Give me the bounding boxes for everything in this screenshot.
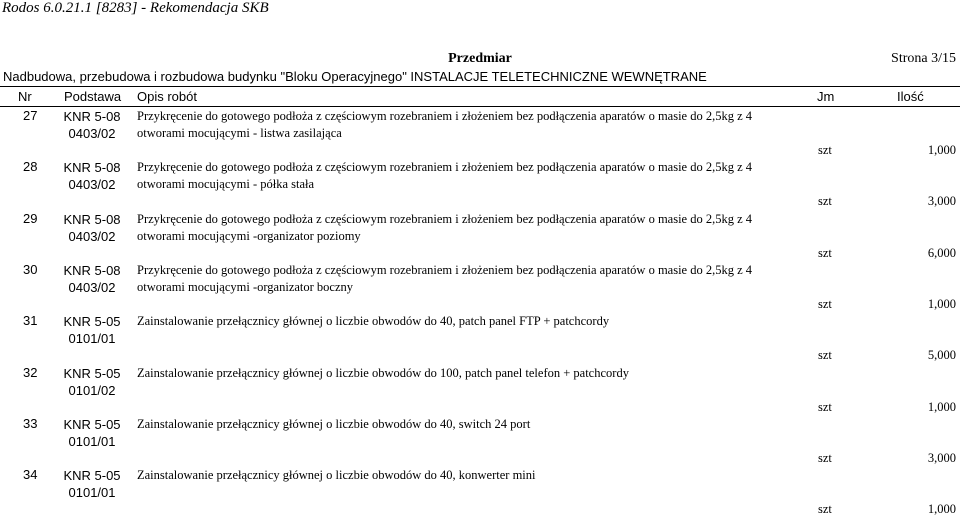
row-unit: szt — [818, 143, 832, 157]
row-unit: szt — [818, 451, 832, 465]
table-row — [0, 108, 960, 160]
column-header-quantity: Ilość — [897, 89, 924, 104]
column-header-unit: Jm — [817, 89, 835, 104]
row-basis-subcode: 0403/02 — [68, 177, 116, 192]
row-basis-code: KNR 5-05 — [63, 468, 121, 483]
column-header-nr: Nr — [18, 89, 32, 104]
row-quantity: 1,000 — [927, 502, 956, 516]
table-row — [0, 365, 960, 417]
row-unit: szt — [818, 348, 832, 362]
row-quantity: 6,000 — [927, 246, 956, 260]
row-unit: szt — [818, 502, 832, 516]
row-description: Przykręcenie do gotowego podłoża z częściowym rozebraniem i złożeniem bez podłączenia aparatów o masie do 2,5kg z 4 otworami mocującymi - półka stała — [137, 160, 753, 191]
row-quantity: 5,000 — [927, 348, 956, 362]
table-row — [0, 313, 960, 365]
row-basis-subcode: 0403/02 — [68, 126, 116, 141]
table-row — [0, 416, 960, 468]
page-number: Strona 3/15 — [891, 51, 956, 66]
row-unit: szt — [818, 246, 832, 260]
table-row — [0, 159, 960, 211]
row-number: 32 — [23, 365, 38, 380]
column-header-basis: Podstawa — [64, 89, 122, 104]
row-unit: szt — [818, 400, 832, 414]
row-quantity: 3,000 — [927, 451, 956, 465]
row-basis-subcode: 0403/02 — [68, 229, 116, 244]
row-description: Zainstalowanie przełącznicy głównej o liczbie obwodów do 40, switch 24 port — [137, 417, 531, 431]
header-top-rule — [0, 86, 960, 87]
table-row — [0, 211, 960, 263]
row-basis-code: KNR 5-08 — [63, 212, 121, 227]
column-header-description: Opis robót — [137, 89, 197, 104]
row-number: 28 — [23, 159, 38, 174]
row-basis-code: KNR 5-05 — [63, 366, 121, 381]
window-title: Rodos 6.0.21.1 [8283] - Rekomendacja SKB — [2, 0, 269, 16]
row-basis-subcode: 0101/01 — [68, 331, 116, 346]
row-description: Zainstalowanie przełącznicy głównej o liczbie obwodów do 40, patch panel FTP + patchcordy — [137, 314, 610, 328]
row-unit: szt — [818, 297, 832, 311]
row-basis-subcode: 0101/01 — [68, 434, 116, 449]
row-description: Zainstalowanie przełącznicy głównej o liczbie obwodów do 100, patch panel telefon + patchcordy — [137, 366, 629, 380]
row-number: 31 — [23, 313, 38, 328]
row-basis-code: KNR 5-08 — [63, 160, 121, 175]
row-number: 34 — [23, 467, 38, 482]
row-basis-subcode: 0403/02 — [68, 280, 116, 295]
row-quantity: 1,000 — [927, 400, 956, 414]
row-unit: szt — [818, 194, 832, 208]
row-description: Zainstalowanie przełącznicy głównej o liczbie obwodów do 40, konwerter mini — [137, 468, 536, 482]
table-row — [0, 262, 960, 314]
row-number: 30 — [23, 262, 38, 277]
row-description: Przykręcenie do gotowego podłoża z częściowym rozebraniem i złożeniem bez podłączenia aparatów o masie do 2,5kg z 4 otworami mocującymi - listwa zasilająca — [137, 109, 753, 140]
row-quantity: 3,000 — [927, 194, 956, 208]
row-basis-subcode: 0101/02 — [68, 383, 116, 398]
table-row — [0, 467, 960, 519]
row-quantity: 1,000 — [927, 297, 956, 311]
row-quantity: 1,000 — [927, 143, 956, 157]
document-title: Przedmiar — [448, 51, 512, 66]
row-basis-code: KNR 5-08 — [63, 109, 121, 124]
document-subtitle: Nadbudowa, przebudowa i rozbudowa budynku "Bloku Operacyjnego" INSTALACJE TELETECHNICZNE WEWNĘTRANE — [3, 69, 707, 84]
row-number: 33 — [23, 416, 38, 431]
row-number: 29 — [23, 211, 38, 226]
row-basis-subcode: 0101/01 — [68, 485, 116, 500]
header-bottom-rule — [0, 106, 960, 107]
row-basis-code: KNR 5-05 — [63, 314, 121, 329]
row-basis-code: KNR 5-05 — [63, 417, 121, 432]
row-number: 27 — [23, 108, 38, 123]
row-description: Przykręcenie do gotowego podłoża z częściowym rozebraniem i złożeniem bez podłączenia aparatów o masie do 2,5kg z 4 otworami mocującymi -organizator boczny — [137, 263, 753, 294]
row-description: Przykręcenie do gotowego podłoża z częściowym rozebraniem i złożeniem bez podłączenia aparatów o masie do 2,5kg z 4 otworami mocującymi -organizator poziomy — [137, 212, 753, 243]
row-basis-code: KNR 5-08 — [63, 263, 121, 278]
